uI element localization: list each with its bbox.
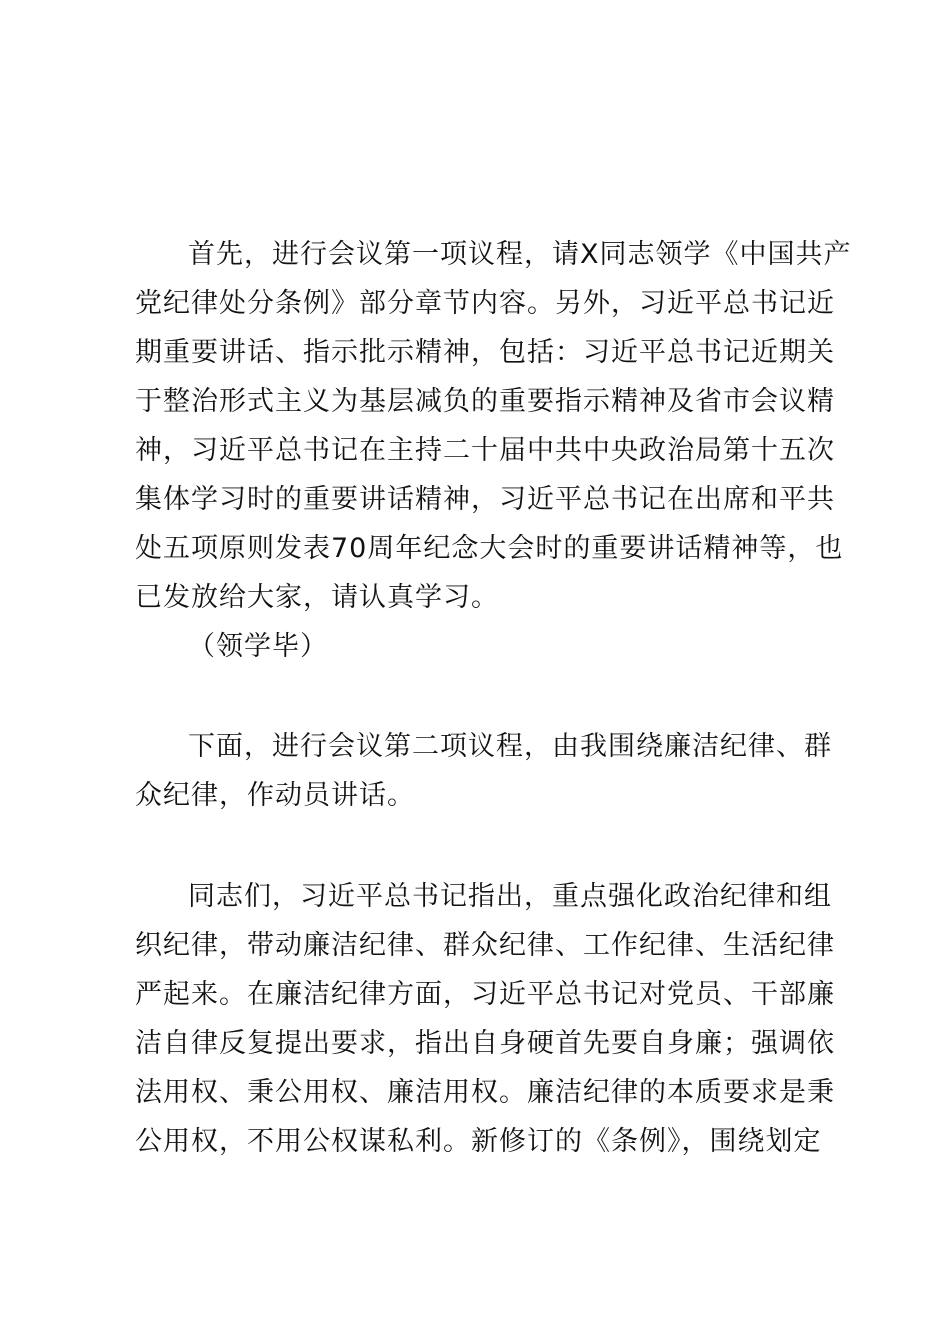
paragraph-line: 洁自律反复提出要求，指出自身硬首先要自身廉；强调依 (135, 1028, 835, 1059)
paragraph-line: 神，习近平总书记在主持二十届中共中央政治局第十五次 (135, 435, 835, 466)
paragraph-line: 严起来。在廉洁纪律方面，习近平总书记对党员、干部廉 (135, 979, 835, 1010)
paragraph-line: 首先，进行会议第一项议程，请X同志领学《中国共产 (188, 239, 852, 270)
paragraph-line: 处五项原则发表70周年纪念大会时的重要讲话精神等，也 (135, 533, 844, 564)
paragraph-line: 集体学习时的重要讲话精神，习近平总书记在出席和平共 (135, 484, 835, 515)
paragraph-line: 织纪律，带动廉洁纪律、群众纪律、工作纪律、生活纪律 (135, 930, 835, 961)
note-text: （领学毕） (188, 631, 328, 662)
paragraph-line: 公用权，不用公权谋私利。新修订的《条例》，围绕划定 (135, 1126, 822, 1157)
paragraph-line: 于整治形式主义为基层减负的重要指示精神及省市会议精 (135, 386, 835, 417)
paragraph-line: 党纪律处分条例》部分章节内容。另外，习近平总书记近 (135, 288, 835, 319)
paragraph-line: 下面，进行会议第二项议程，由我围绕廉洁纪律、群 (188, 731, 832, 762)
paragraph-line: 法用权、秉公用权、廉洁用权。廉洁纪律的本质要求是秉 (135, 1077, 835, 1108)
paragraph-line: 期重要讲话、指示批示精神，包括：习近平总书记近期关 (135, 337, 835, 368)
paragraph-line: 已发放给大家，请认真学习。 (135, 582, 499, 613)
paragraph-line: 众纪律，作动员讲话。 (135, 780, 415, 811)
paragraph-line: 同志们，习近平总书记指出，重点强化政治纪律和组 (188, 881, 832, 912)
